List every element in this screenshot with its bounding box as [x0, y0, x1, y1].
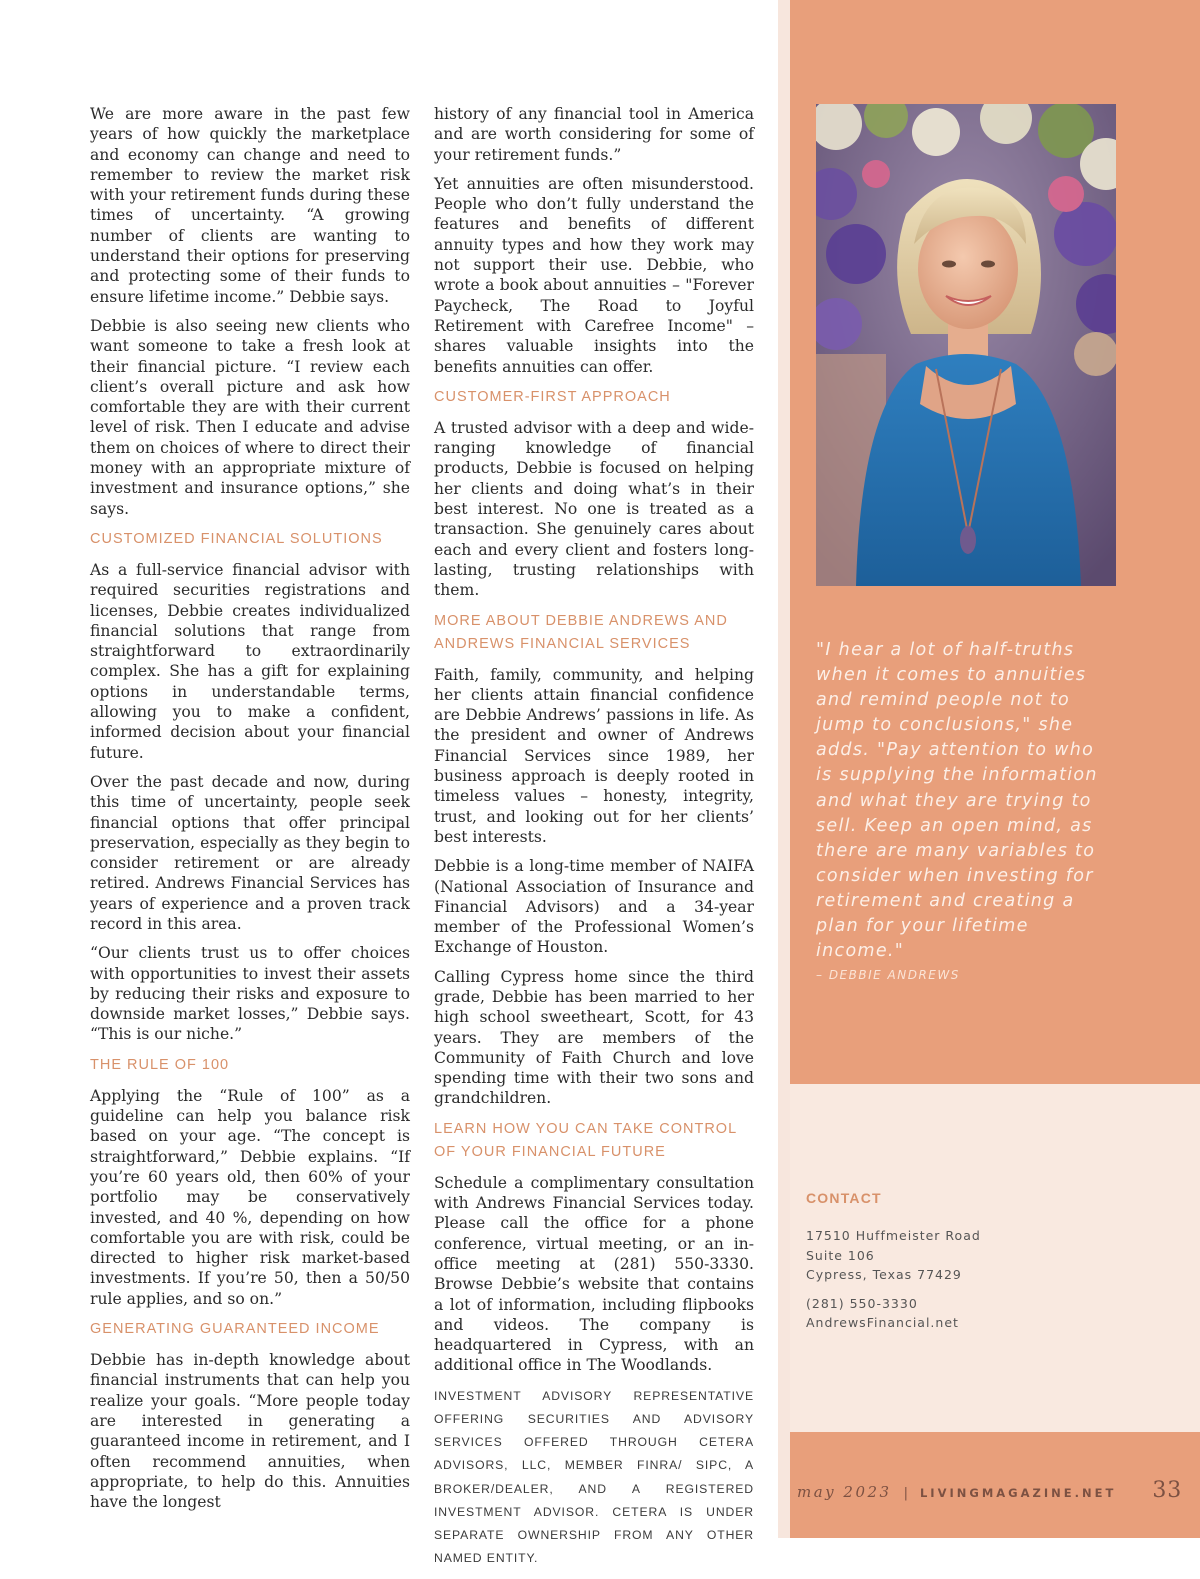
contact-address-line: Cypress, Texas 77429 — [806, 1267, 962, 1282]
paragraph: “Our clients trust us to offer choices with opportunities to invest their assets by reducing their risks and exposure to downside market losses,” Debbie says. “This is our niche.” — [90, 944, 410, 1044]
section-heading: THE RULE OF 100 — [90, 1056, 230, 1073]
article-column-middle — [434, 104, 754, 1579]
issue-date: may 2023 — [797, 1483, 892, 1501]
paragraph: Debbie has in-depth knowledge about financial instruments that can help you realize your goals. “More people today are interested in generating a guaranteed income in retirement, and I often recommend annuities, when appropriate, to help do this. Annuities have the longest — [90, 1351, 410, 1512]
article-column-left — [90, 104, 410, 1521]
contact-phone: (281) 550-3330 — [806, 1295, 918, 1311]
paragraph: Debbie is also seeing new clients who want someone to take a fresh look at their financial picture. “I review each client’s overall picture and ask how comfortable they are with their current level of risk. Then I educate and advise them on choices of where to direct their money with an appropriate mixture of investment and insurance options,” she says. — [90, 316, 410, 518]
paragraph: Schedule a complimentary consultation with Andrews Financial Services today. Please call the office for a phone conference, virtual meeting, or an in-office meeting at (281) 550-3330. Browse Debbie’s website that contains a lot of information, including flipbooks and videos. The company is headquartered in Cypress, with an additional office in The Woodlands. — [434, 1173, 754, 1375]
paragraph: history of any financial tool in America and are worth considering for some of your retirement funds.” — [434, 105, 754, 164]
magazine-website: LIVINGMAGAZINE.NET — [919, 1486, 1117, 1500]
section-heading: CUSTOMIZED FINANCIAL SOLUTIONS — [90, 530, 383, 547]
section-heading: GENERATING GUARANTEED INCOME — [90, 1321, 380, 1338]
paragraph: As a full-service financial advisor with required securities registrations and licenses, Debbie creates individualized financial solutions that range from straightforward to extraordinarily complex. She has a gift for explaining options in understandable terms, allowing you to make a confident, informed decision about your financial future. — [90, 560, 410, 762]
contact-block — [806, 1226, 981, 1333]
footer-separator: | — [903, 1486, 908, 1501]
contact-address-line: Suite 106 — [806, 1247, 875, 1263]
portrait-photo — [816, 104, 1116, 586]
paragraph: Yet annuities are often misunderstood. People who don’t fully understand the features and benefits of different annuity types and how they work may not support their use. Debbie, who wrote a book about annuities – "Forever Paycheck, The Road to Joyful Retirement with Carefree Income" – shares valuable insights into the benefits annuities can offer. — [434, 174, 754, 376]
section-heading: CUSTOMER-FIRST APPROACH — [434, 388, 671, 405]
paragraph: Applying the “Rule of 100” as a guideline can help you balance risk based on your age. “The concept is straightforward,” Debbie explains. “If you’re 60 years old, then 60% of your portfolio may be conservatively invested, and 40 %, depending on how comfortable you are with risk, could be directed to higher risk market-based investments. If you’re 50, then a 50/50 rule applies, and so on.” — [90, 1086, 410, 1308]
contact-address-line: 17510 Huffmeister Road — [806, 1228, 981, 1243]
pull-quote: "I hear a lot of half-truths when it comes to annuities and remind people not to jump to conclusions," she adds. "Pay attention to who is supplying the information and what they are trying to sell. Keep an open mind, as there are many variables to consider when investing for retirement and creating a plan for your lifetime income." — [816, 640, 1098, 962]
section-heading: LEARN HOW YOU CAN TAKE CONTROL OF YOUR FINANCIAL FUTURE — [434, 1120, 737, 1160]
section-heading: MORE ABOUT DEBBIE ANDREWS AND ANDREWS FINANCIAL SERVICES — [434, 612, 728, 652]
page-number: 33 — [1152, 1478, 1183, 1503]
page-footer — [797, 1478, 1182, 1508]
panel-edge-strip — [778, 0, 790, 1538]
quote-attribution: – DEBBIE ANDREWS — [816, 968, 960, 982]
paragraph: We are more aware in the past few years of how quickly the marketplace and economy can change and need to remember to review the market risk with your retirement funds during these times of uncertainty. “A growing number of clients are wanting to understand their options for preserving and protecting some of their funds to ensure lifetime income.” Debbie says. — [90, 105, 410, 306]
contact-website: AndrewsFinancial.net — [806, 1315, 959, 1330]
paragraph: A trusted advisor with a deep and wide-ranging knowledge of financial products, Debbie is focused on helping her clients and doing what’s in their best interest. No one is treated as a transaction. She genuinely cares about each and every client and fosters long-lasting, trusting relationships with them. — [434, 418, 754, 600]
paragraph: Over the past decade and now, during this time of uncertainty, people seek financial options that offer principal preservation, especially as they begin to consider retirement or are already retired. Andrews Financial Services has years of experience and a proven track record in this area. — [90, 772, 410, 933]
paragraph: Calling Cypress home since the third grade, Debbie has been married to her high school sweetheart, Scott, for 43 years. They are members of the Community of Faith Church and love spending time with their two sons and grandchildren. — [434, 967, 754, 1108]
paragraph: Debbie is a long-time member of NAIFA (National Association of Insurance and Financial Advisors) and a 34-year member of the Professional Women’s Exchange of Houston. — [434, 857, 754, 957]
legal-disclaimer: INVESTMENT ADVISORY REPRESENTATIVE OFFERING SECURITIES AND ADVISORY SERVICES OFFERED THROUGH CETERA ADVISORS, LLC, MEMBER FINRA/ SIPC, A BROKER/DEALER, AND A REGISTERED INVESTMENT ADVISOR. CETERA IS UNDER SEPARATE OWNERSHIP FROM ANY OTHER NAMED ENTITY. — [434, 1388, 754, 1566]
contact-heading: CONTACT — [806, 1190, 882, 1206]
paragraph: Faith, family, community, and helping her clients attain financial confidence are Debbie Andrews’ passions in life. As the president and owner of Andrews Financial Services since 1989, her business approach is deeply rooted in timeless values – honesty, integrity, trust, and looking out for her clients’ best interests. — [434, 665, 754, 846]
